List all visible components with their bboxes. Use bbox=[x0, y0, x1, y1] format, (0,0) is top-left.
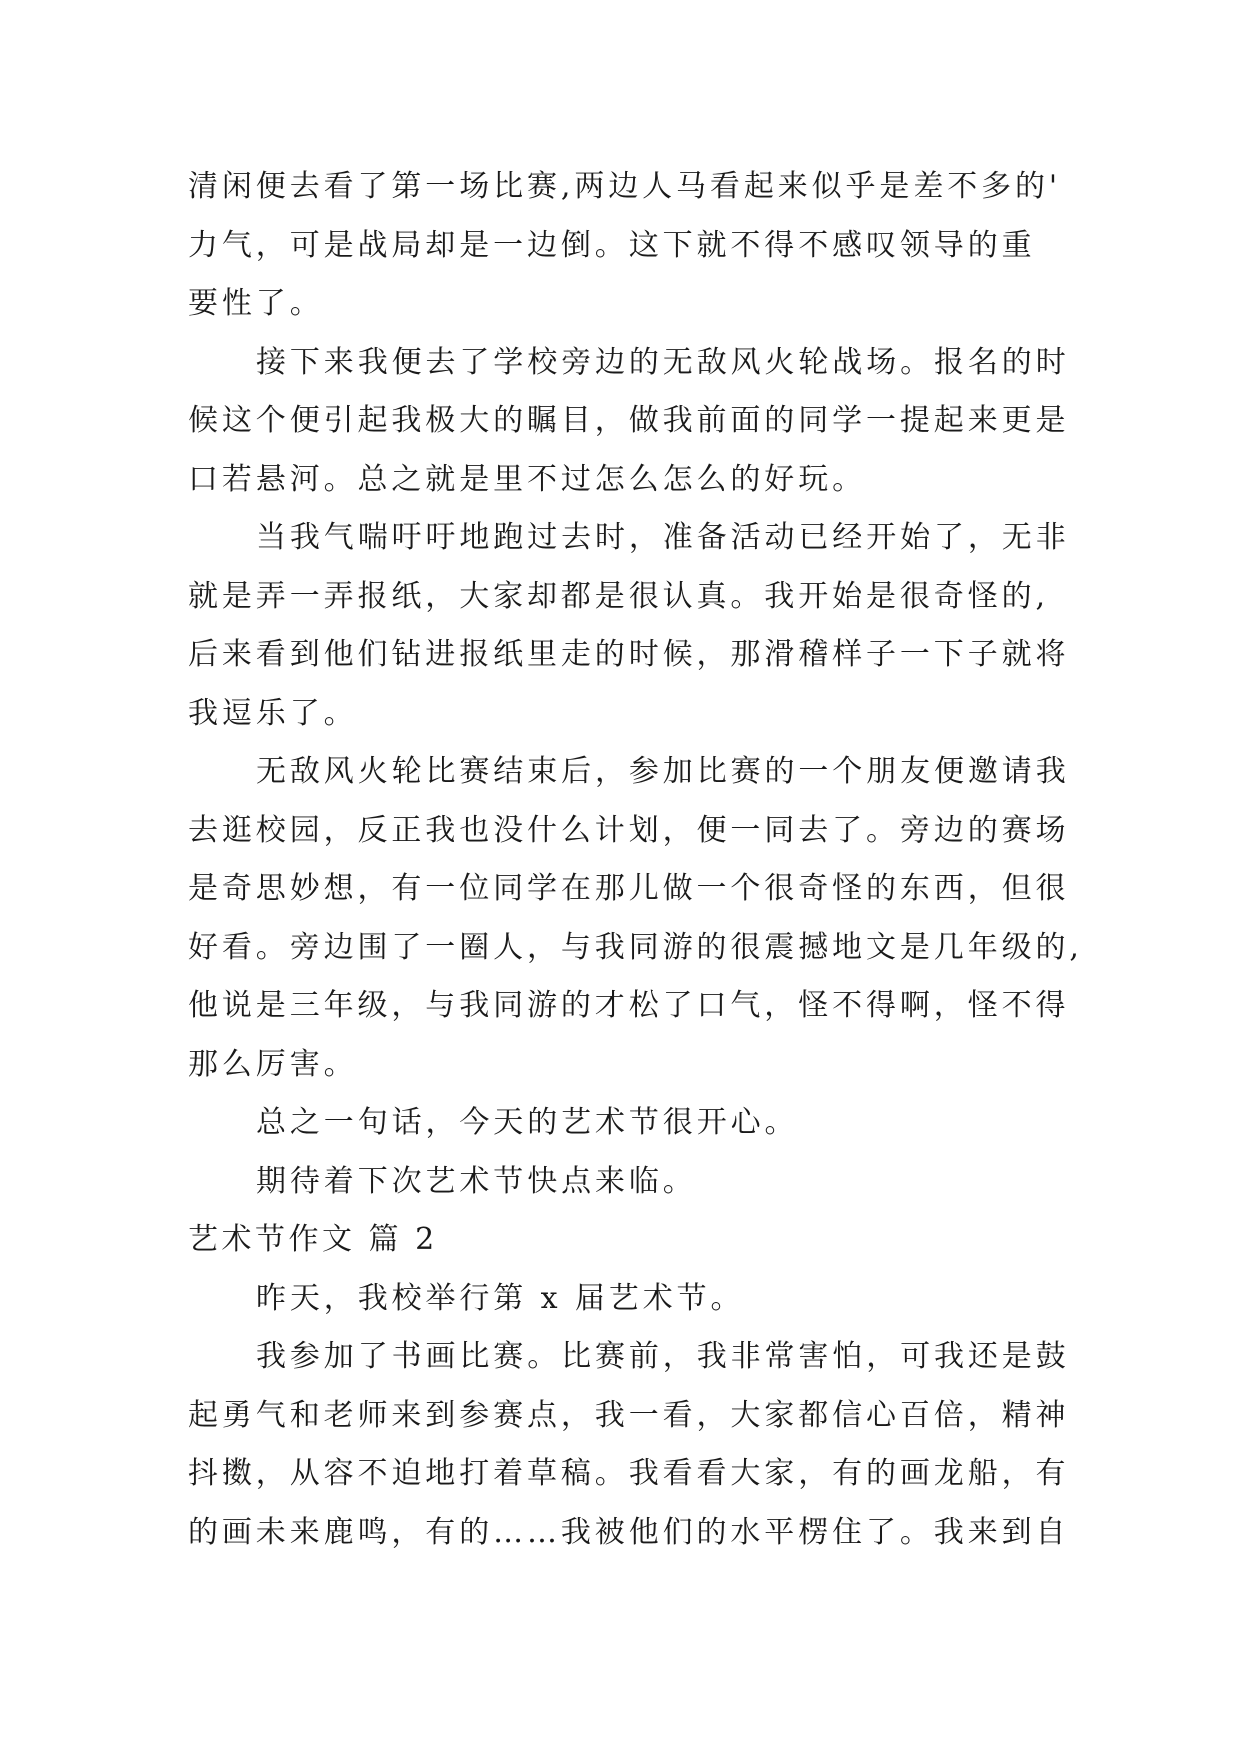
text-line: 口若悬河。总之就是里不过怎么怎么的好玩。 bbox=[188, 461, 866, 497]
text-line: 抖擞，从容不迫地打着草稿。我看看大家，有的画龙船，有 bbox=[188, 1456, 1070, 1491]
section-heading: 艺术节作文 篇 2 bbox=[188, 1222, 438, 1257]
text-line: 那么厉害。 bbox=[188, 1046, 358, 1082]
document-page bbox=[188, 158, 1083, 1562]
text-line: 要性了。 bbox=[188, 286, 324, 321]
paragraph-first-line: 期待着下次艺术节快点来临。 bbox=[256, 1163, 697, 1199]
text-line: 的画未来鹿鸣，有的……我被他们的水平楞住了。我来到自 bbox=[188, 1514, 1070, 1550]
text-line: 候这个便引起我极大的瞩目，做我前面的同学一提起来更是 bbox=[188, 403, 1070, 438]
text-line: 力气，可是战局却是一边倒。这下就不得不感叹领导的重 bbox=[188, 227, 1036, 263]
text-line: 后来看到他们钻进报纸里走的时候，那滑稽样子一下子就将 bbox=[188, 637, 1070, 672]
paragraph-first-line: 我参加了书画比赛。比赛前，我非常害怕，可我还是鼓 bbox=[256, 1339, 1070, 1374]
paragraph-first-line: 无敌风火轮比赛结束后，参加比赛的一个朋友便邀请我 bbox=[256, 754, 1070, 789]
text-line: 好看。旁边围了一圈人，与我同游的很震撼地文是几年级的, bbox=[188, 929, 1083, 965]
paragraph-first-line: 接下来我便去了学校旁边的无敌风火轮战场。报名的时 bbox=[256, 344, 1070, 380]
text-line: 就是弄一弄报纸，大家却都是很认真。我开始是很奇怪的, bbox=[188, 578, 1049, 614]
text-line: 我逗乐了。 bbox=[188, 695, 358, 731]
text-line: 起勇气和老师来到参赛点，我一看，大家都信心百倍，精神 bbox=[188, 1397, 1070, 1433]
text-line: 他说是三年级，与我同游的才松了口气，怪不得啊，怪不得 bbox=[188, 988, 1070, 1023]
text-line: 去逛校园，反正我也没什么计划，便一同去了。旁边的赛场 bbox=[188, 812, 1070, 848]
paragraph-first-line: 昨天，我校举行第 x 届艺术节。 bbox=[256, 1280, 745, 1316]
text-line: 清闲便去看了第一场比赛,两边人马看起来似乎是差不多的' bbox=[188, 169, 1062, 204]
text-line: 是奇思妙想，有一位同学在那儿做一个很奇怪的东西，但很 bbox=[188, 871, 1070, 906]
paragraph-first-line: 总之一句话，今天的艺术节很开心。 bbox=[256, 1105, 799, 1140]
paragraph-first-line: 当我气喘吁吁地跑过去时，准备活动已经开始了，无非 bbox=[256, 520, 1070, 555]
